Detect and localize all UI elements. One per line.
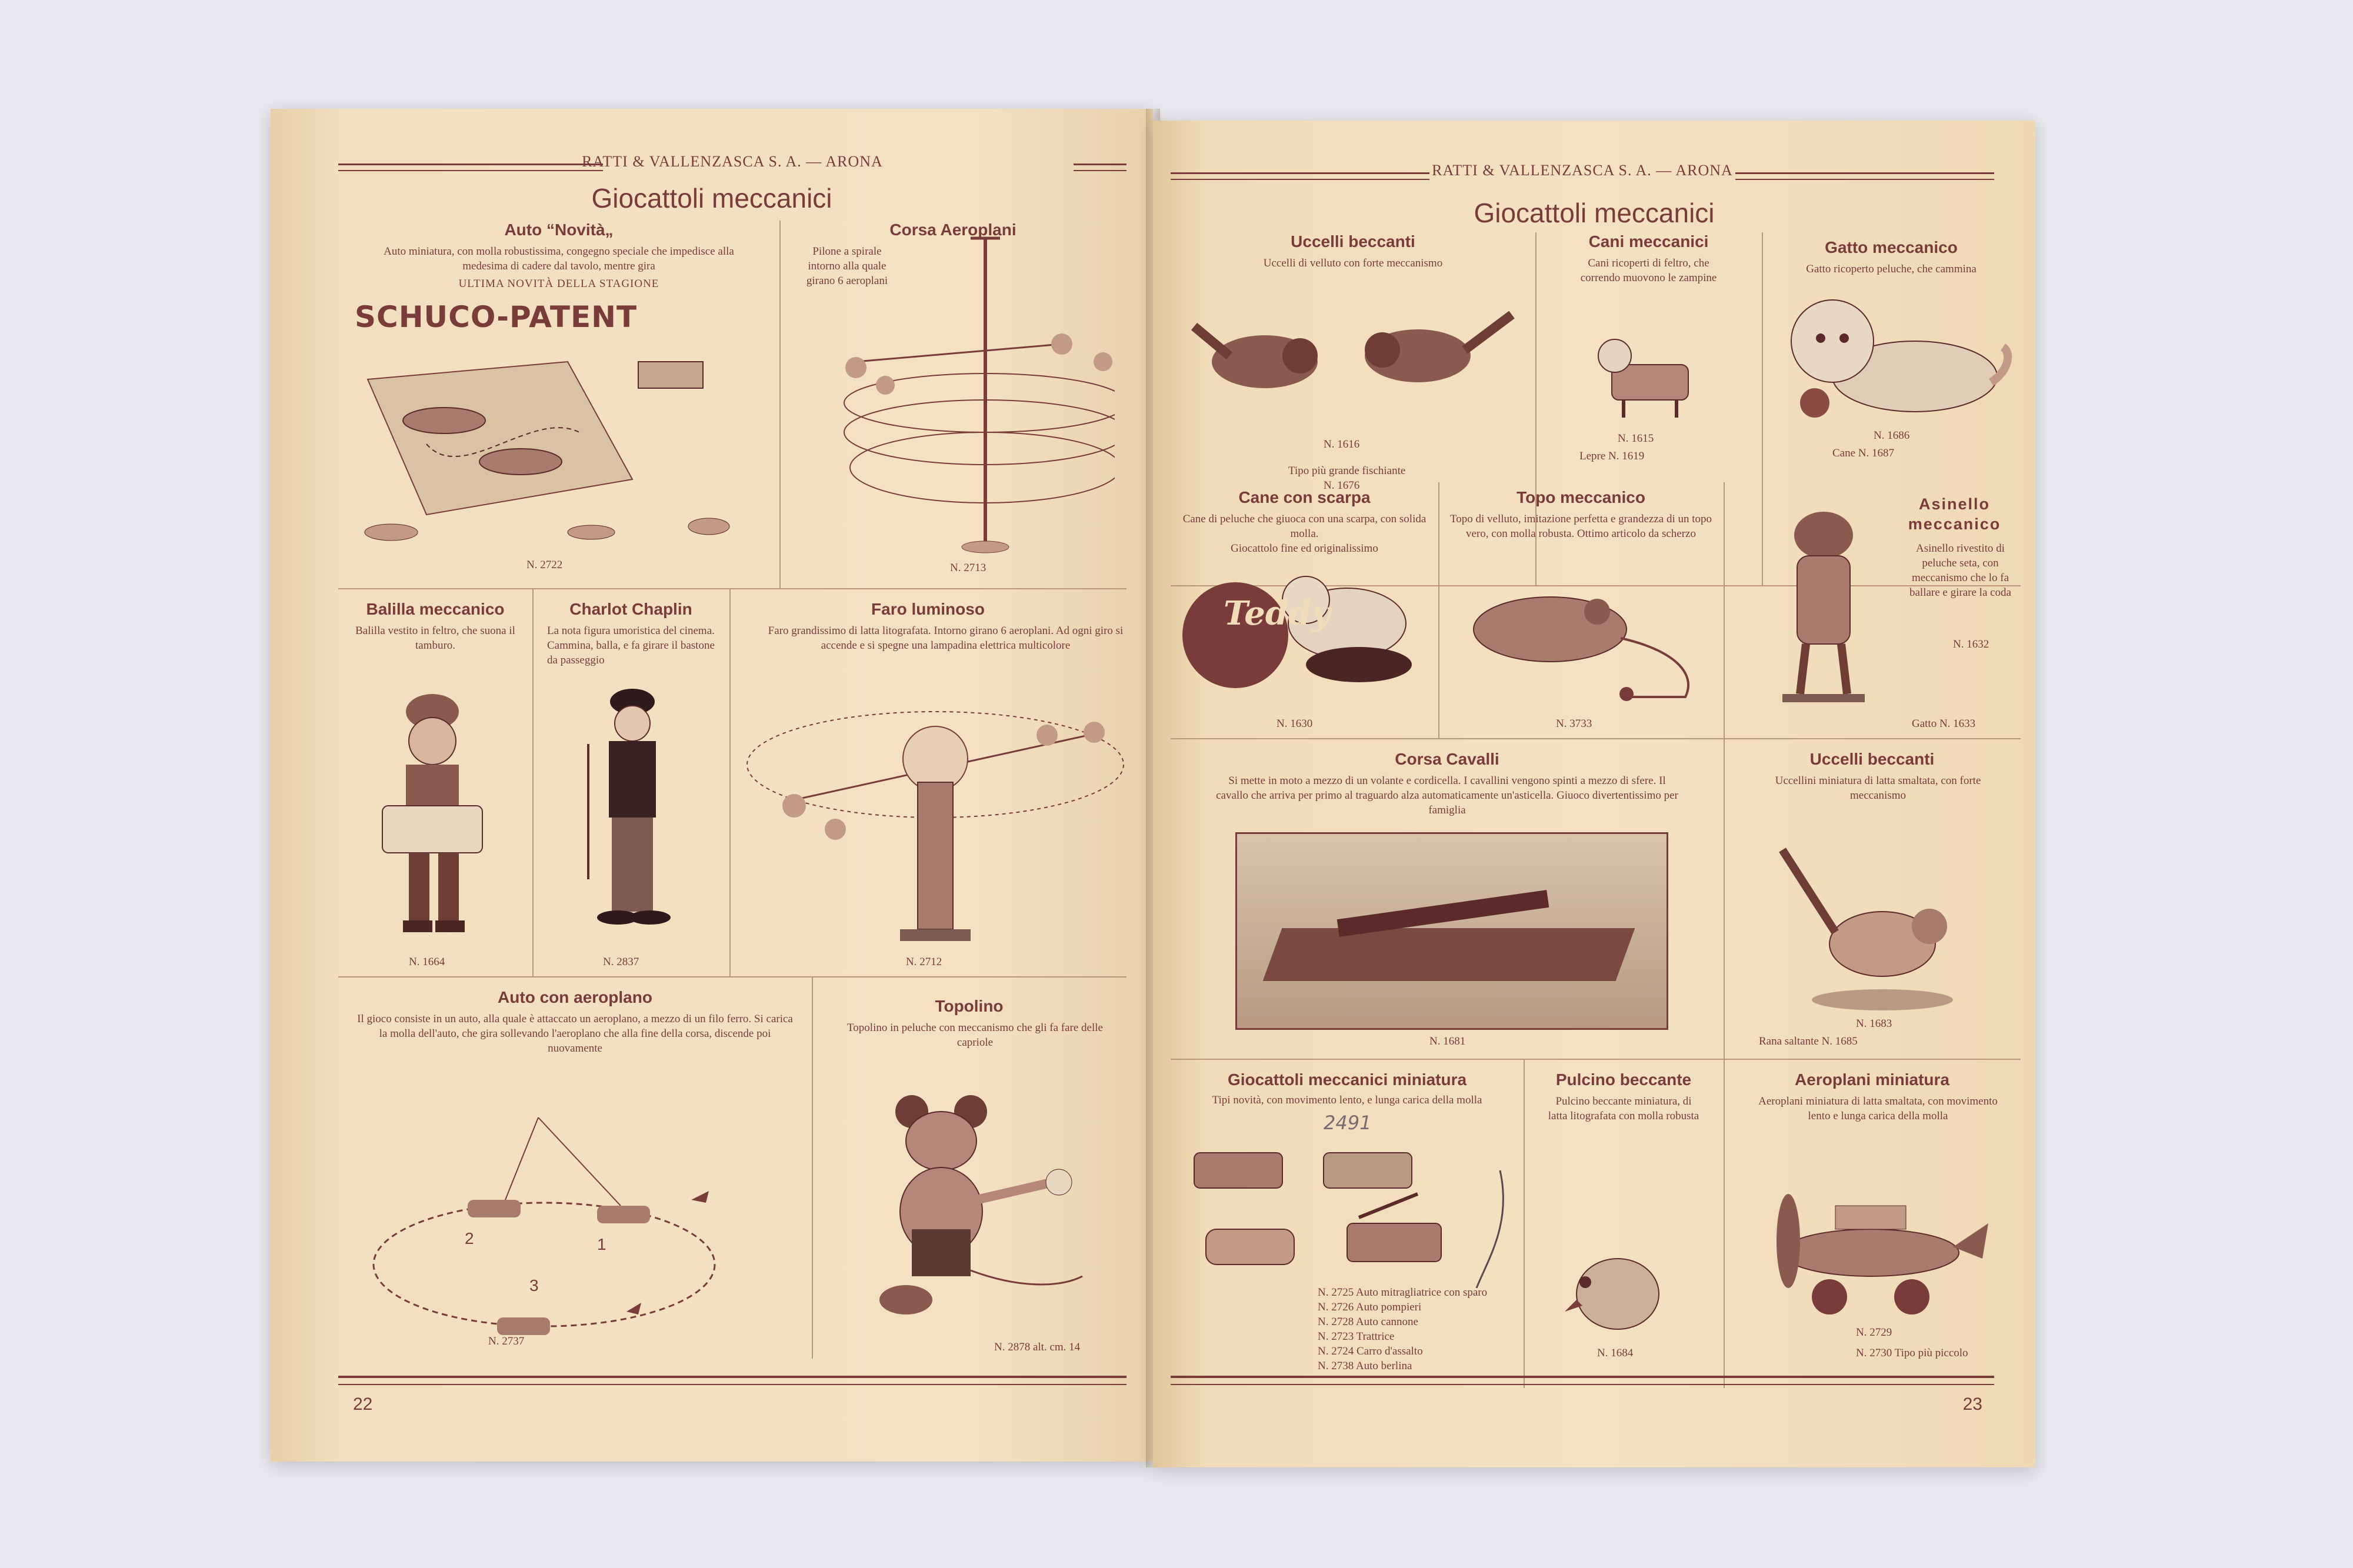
miniature-vehicles-illustration [1182, 1129, 1512, 1288]
item-note: ULTIMA NOVITÀ DELLA STAGIONE [458, 278, 659, 290]
item-title: Balilla meccanico [366, 600, 505, 618]
item-desc: Topo di velluto, imitazione perfetta e grandezza di un topo vero, con molla robusta. Ottimo articolo da scherzo [1450, 513, 1712, 540]
item-desc: Uccelli di velluto con forte meccanismo [1263, 257, 1443, 269]
header-text: RATTI & VALLENZASCA S. A. — ARONA [582, 153, 883, 170]
right-page [1153, 121, 2035, 1467]
item-number: N. 1684 [1597, 1347, 1634, 1359]
path-label-3: 3 [529, 1276, 539, 1295]
page-footer-rule [1171, 1376, 1994, 1385]
balilla-drummer-illustration [371, 688, 500, 947]
item-variant-number: N. 1676 [1324, 479, 1360, 492]
item-variant: Rana saltante N. 1685 [1759, 1035, 1858, 1047]
item-title: Cane con scarpa [1238, 488, 1371, 506]
item-title: Uccelli beccanti [1291, 232, 1415, 251]
item-corsa-aeroplani [779, 221, 1126, 589]
item-faro [729, 588, 1126, 978]
item-aeroplani-miniatura [1724, 1059, 2021, 1388]
dog-toy-illustration [1582, 329, 1718, 423]
item-number: N. 2837 [603, 956, 639, 968]
item-title: Gatto meccanico [1825, 238, 1958, 256]
item-desc: La nota figura umoristica del cinema. Cammina, balla, e fa girare il bastone da passeggio [547, 625, 715, 666]
item-title: Giocattoli meccanici miniatura [1227, 1070, 1467, 1089]
header-text: RATTI & VALLENZASCA S. A. — ARONA [1432, 162, 1733, 179]
item-title: Pulcino beccante [1555, 1070, 1692, 1089]
vehicle-list [1318, 1285, 1487, 1373]
item-desc: Pulcino beccante miniatura, di latta litografata con molla robusta [1548, 1095, 1699, 1122]
item-title: Topo meccanico [1517, 488, 1645, 506]
page-number: 22 [353, 1394, 373, 1414]
item-desc-2: Giocattolo fine ed originalissimo [1231, 542, 1378, 555]
item-variant: Lepre N. 1619 [1579, 450, 1645, 462]
item-title: Corsa Aeroplani [889, 221, 1016, 239]
item-desc: Tipi novità, con movimento lento, e lunga carica della molla [1212, 1094, 1482, 1106]
item-variant: Tipo più grande fischiante [1288, 465, 1406, 477]
list-item: N. 2728 Auto cannone [1318, 1316, 1418, 1328]
donkey-toy-illustration [1735, 500, 1900, 712]
item-desc: Auto miniatura, con molla robustissima, congegno speciale che impedisce alla medesima di cadere dal tavolo, mentre gira [384, 245, 734, 272]
item-number: N. 2712 [906, 956, 942, 968]
item-charlot [532, 588, 731, 978]
handwritten-note: 2491 [1324, 1112, 1372, 1134]
item-asinello [1724, 482, 2021, 739]
car-track-illustration [356, 338, 768, 562]
item-number: N. 2737 [488, 1335, 525, 1347]
item-auto-novita [338, 221, 781, 589]
item-topo [1438, 482, 1725, 739]
page-number: 23 [1962, 1394, 1982, 1414]
path-label-1: 1 [597, 1235, 606, 1253]
item-title: Uccelli beccanti [1809, 750, 1935, 768]
topolino-mouse-illustration [871, 1094, 1094, 1329]
item-variant: Gatto N. 1633 [1912, 718, 1976, 730]
item-number: N. 1630 [1277, 718, 1313, 730]
list-item: N. 2726 Auto pompieri [1318, 1301, 1422, 1313]
list-item: N. 2725 Auto mitragliatrice con sparo [1318, 1286, 1488, 1299]
pecking-birds-illustration [1182, 291, 1524, 421]
item-number: N. 2722 [526, 559, 563, 571]
item-corsa-cavalli [1171, 738, 1725, 1060]
item-desc: Asinello rivestito di peluche seta, con meccanismo che lo fa ballare e girare la coda [1909, 542, 2011, 599]
item-title: Charlot Chaplin [569, 600, 692, 618]
item-number: N. 1616 [1324, 438, 1360, 451]
item-uccelli-miniatura [1724, 738, 2021, 1060]
item-desc: Gatto ricoperto peluche, che cammina [1806, 263, 1977, 275]
lighthouse-illustration [741, 670, 1129, 953]
item-number: N. 1681 [1429, 1035, 1466, 1047]
item-number: N. 2878 alt. cm. 14 [994, 1341, 1081, 1353]
item-desc: Faro grandissimo di latta litografata. Intorno girano 6 aeroplani. Ad ogni giro si accende e si spegne una lampadina elettrica multicolore [768, 625, 1124, 652]
item-variant: Cane N. 1687 [1832, 447, 1895, 459]
item-title: Aeroplani miniatura [1795, 1070, 1949, 1089]
item-topolino [812, 976, 1126, 1359]
path-label-2: 2 [465, 1229, 474, 1247]
item-desc: Il gioco consiste in un auto, alla quale è attaccato un aeroplano, a mezzo di un filo ferro. Si carica la molla dell'auto, che gira sollevando l'aeroplano che alla fine della corsa, discende poi nuovamente [357, 1013, 793, 1055]
list-item: N. 2724 Carro d'assalto [1318, 1345, 1423, 1357]
item-title: Auto con aeroplano [498, 988, 652, 1006]
item-number: N. 1664 [409, 956, 445, 968]
horse-race-photo [1235, 832, 1668, 1030]
item-number: N. 2729 [1856, 1326, 1892, 1339]
item-desc: Uccellini miniatura di latta smaltata, con forte meccanismo [1775, 775, 1981, 802]
teddy-logo: Teddy [1224, 594, 1331, 633]
item-number: N. 1615 [1618, 432, 1654, 445]
item-balilla [338, 588, 534, 978]
item-title: Faro luminoso [871, 600, 985, 618]
item-number: N. 1686 [1874, 429, 1910, 442]
item-miniatura [1171, 1059, 1525, 1388]
item-pulcino [1524, 1059, 1725, 1388]
list-item: N. 2738 Auto berlina [1318, 1360, 1412, 1372]
item-desc: Si mette in moto a mezzo di un volante e cordicella. I cavallini vengono spinti a mezzo di sfere. Il cavallo che arriva per primo al traguardo alza automaticamente un'asticella. Giuoco divertentissimo per famiglia [1216, 775, 1678, 816]
item-number: N. 3733 [1556, 718, 1592, 730]
item-auto-aeroplano [338, 976, 813, 1359]
small-bird-illustration [1759, 838, 1982, 1015]
page-header [1171, 162, 1994, 185]
page-header [338, 153, 1126, 176]
brand-logo: SCHUCO-PATENT [355, 300, 638, 334]
page-title: Giocattoli meccanici [1474, 198, 1715, 228]
item-cane-scarpa [1171, 482, 1439, 739]
list-item: N. 2723 Trattrice [1318, 1330, 1395, 1343]
item-desc: Topolino in peluche con meccanismo che gli fa fare delle capriole [847, 1022, 1103, 1049]
page-footer-rule [338, 1376, 1126, 1385]
item-title: Asinello meccanico [1908, 495, 2001, 533]
chick-toy-illustration [1559, 1247, 1677, 1341]
auto-aeroplano-illustration [362, 1094, 785, 1341]
item-number: N. 2713 [950, 562, 986, 574]
charlot-chaplin-illustration [571, 685, 694, 950]
left-page [271, 109, 1153, 1462]
item-number: N. 1683 [1856, 1017, 1892, 1030]
item-title: Corsa Cavalli [1395, 750, 1499, 768]
item-desc: Aeroplani miniatura di latta smaltata, con movimento lento e lunga carica della molla [1758, 1095, 1998, 1122]
page-title: Giocattoli meccanici [591, 183, 832, 213]
item-title: Auto “Novità„ [504, 221, 614, 239]
miniature-airplane-illustration [1759, 1170, 1994, 1323]
item-desc: Pilone a spirale intorno alla quale girano 6 aeroplani [806, 245, 888, 287]
item-variant: N. 2730 Tipo più piccolo [1856, 1347, 1968, 1359]
item-desc: Balilla vestito in feltro, che suona il tamburo. [355, 625, 515, 652]
item-title: Topolino [935, 997, 1004, 1015]
airplane-pylon-illustration [797, 226, 1115, 568]
item-desc: Cani ricoperti di feltro, che correndo muovono le zampine [1580, 257, 1717, 284]
item-title: Cani meccanici [1588, 232, 1709, 251]
cat-toy-illustration [1779, 288, 2015, 423]
mouse-toy-illustration [1462, 585, 1709, 709]
item-number: N. 1632 [1953, 638, 1989, 650]
item-desc: Cane di peluche che giuoca con una scarpa, con solida molla. [1182, 513, 1427, 540]
